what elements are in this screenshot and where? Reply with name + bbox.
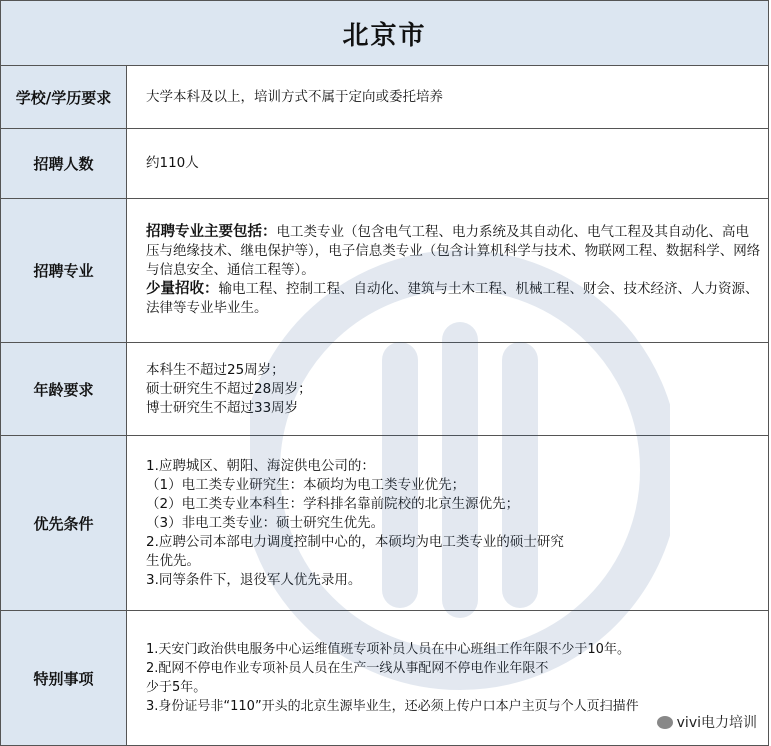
page-title: 北京市 xyxy=(342,20,427,51)
watermark-text: vivi电力培训 xyxy=(676,715,757,731)
row-label-special: 特别事项 xyxy=(1,611,127,745)
row-label-priority: 优先条件 xyxy=(1,436,127,610)
watermark-caption xyxy=(657,712,757,732)
row-label-majors: 招聘专业 xyxy=(1,199,127,342)
priority-line: （2）电工类专业本科生：学科排名靠前院校的北京生源优先； xyxy=(146,495,520,512)
priority-line: （3）非电工类专业：硕士研究生优先。 xyxy=(146,514,385,531)
priority-line: （1）电工类专业研究生：本硕均为电工类专业优先； xyxy=(146,476,466,493)
special-line: 1.天安门政治供电服务中心运维值班专项补员人员在中心班组工作年限不少于10年。 xyxy=(146,642,630,657)
priority-line: 3.同等条件下，退役军人优先录用。 xyxy=(146,571,362,588)
special-line: 2.配网不停电作业专项补员人员在生产一线从事配网不停电作业年限不 xyxy=(146,661,549,676)
row-priority xyxy=(0,436,769,611)
age-line: 博士研究生不超过33周岁 xyxy=(146,399,299,416)
majors-main-lead: 招聘专业主要包括： xyxy=(146,224,277,240)
special-line: 3.身份证号非“110”开头的北京生源毕业生，还必须上传户口本户主页与个人页扫描件 xyxy=(146,699,639,714)
age-line: 本科生不超过25周岁； xyxy=(146,361,285,378)
row-label-school: 学校/学历要求 xyxy=(1,66,127,128)
majors-main-paragraph xyxy=(146,223,762,280)
row-value-headcount: 约110人 xyxy=(146,155,199,171)
majors-minor-paragraph xyxy=(146,280,762,318)
row-label-headcount: 招聘人数 xyxy=(1,129,127,198)
row-value-age xyxy=(146,343,762,435)
row-value-majors xyxy=(146,199,762,342)
majors-main-text: 电工类专业（包含电气工程、电力系统及其自动化、电气工程及其自动化、高电压与绝缘技术、继电保护等），电子信息类专业（包含计算机科学与技术、物联网工程、数据科学、网络与信息安全、通信工程等）。 xyxy=(146,224,761,278)
row-headcount xyxy=(0,129,769,199)
wechat-icon xyxy=(657,716,673,729)
row-majors xyxy=(0,199,769,343)
row-label-age: 年龄要求 xyxy=(1,343,127,435)
age-line: 硕士研究生不超过28周岁； xyxy=(146,380,312,397)
priority-line: 1.应聘城区、朝阳、海淀供电公司的： xyxy=(146,457,375,474)
row-special xyxy=(0,611,769,746)
priority-line: 2.应聘公司本部电力调度控制中心的，本硕均为电工类专业的硕士研究 xyxy=(146,533,564,550)
majors-minor-text: 输电工程、控制工程、自动化、建筑与土木工程、机械工程、财会、技术经济、人力资源、法律等专业毕业生。 xyxy=(146,281,759,316)
row-age xyxy=(0,343,769,436)
special-line: 少于5年。 xyxy=(146,680,207,695)
row-school xyxy=(0,66,769,129)
row-value-priority xyxy=(146,436,762,610)
row-value-school: 大学本科及以上，培训方式不属于定向或委托培养 xyxy=(146,88,443,105)
table-title-row xyxy=(0,0,769,66)
priority-line: 生优先。 xyxy=(146,552,200,569)
majors-minor-lead: 少量招收： xyxy=(146,281,219,297)
